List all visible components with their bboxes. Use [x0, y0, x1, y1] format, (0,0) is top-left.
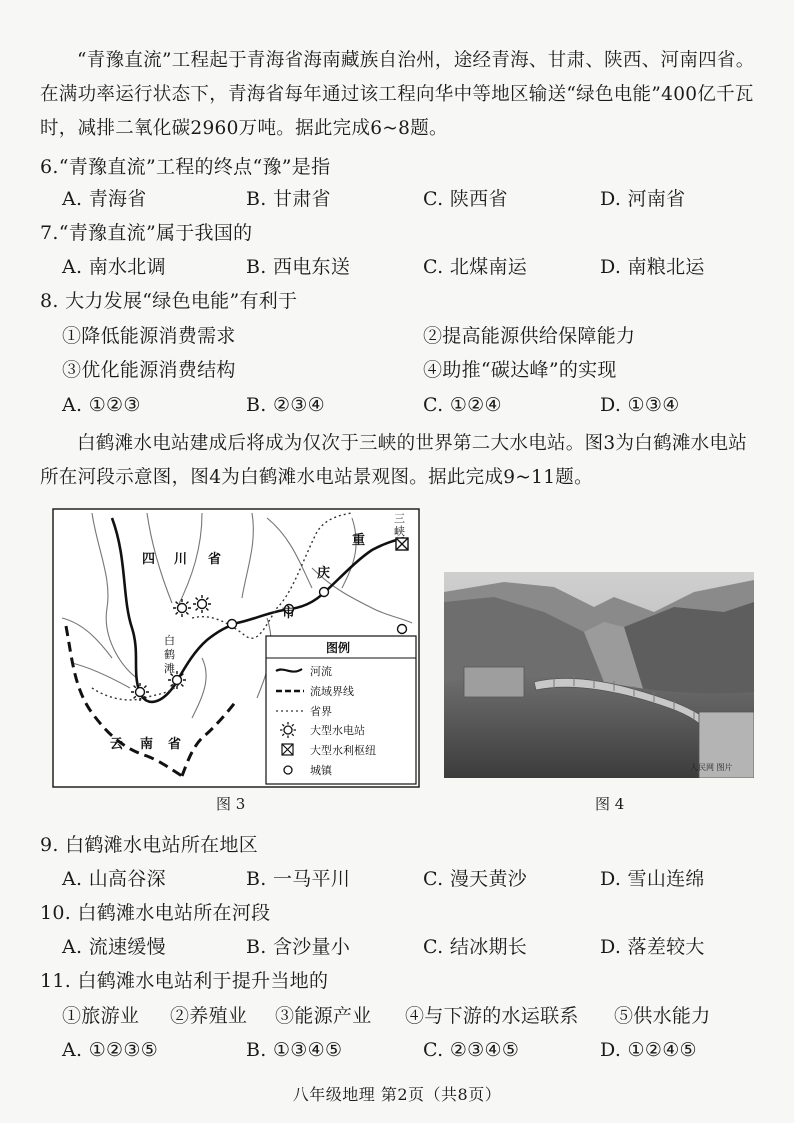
map-legend [266, 636, 416, 784]
q10-option-c[interactable]: C. 结冰期长 [423, 936, 528, 958]
figure-4-photo [444, 572, 754, 778]
photo-watermark: 人民网 图片 [690, 763, 733, 772]
q6-option-d[interactable]: D. 河南省 [600, 188, 686, 210]
legend-item-hydropower: 大型水电站 [310, 724, 365, 737]
q11-item-1: ①旅游业 [62, 1005, 140, 1027]
legend-item-hub: 大型水利枢纽 [310, 744, 376, 757]
three-gorges-hub-icon [396, 538, 408, 550]
question-6-stem: 6.“青豫直流”工程的终点“豫”是指 [40, 156, 331, 178]
label-baihetan-2: 鹤 [164, 648, 175, 661]
label-chongqing-1: 重 [352, 533, 366, 548]
legend-title: 图例 [326, 641, 351, 655]
q6-option-b[interactable]: B. 甘肃省 [246, 188, 331, 210]
label-chongqing-3: 市 [282, 606, 296, 621]
q9-option-d[interactable]: D. 雪山连绵 [600, 868, 705, 890]
q8-option-a[interactable]: A. ①②③ [62, 394, 141, 416]
label-yunnan-2: 南 [140, 737, 154, 752]
label-baihetan-1: 白 [164, 634, 175, 647]
legend-hub-icon [282, 744, 293, 755]
legend-town-icon [284, 766, 292, 774]
label-sichuan-1: 四 [142, 552, 156, 567]
q6-option-c[interactable]: C. 陕西省 [423, 188, 508, 210]
question-7-stem: 7.“青豫直流”属于我国的 [40, 222, 253, 244]
page-footer: 八年级地理 第2页（共8页） [292, 1085, 502, 1104]
q8-option-b[interactable]: B. ②③④ [246, 394, 325, 416]
legend-hydropower-icon [280, 722, 296, 738]
q11-item-3: ③能源产业 [275, 1005, 372, 1027]
label-yunnan-3: 省 [168, 737, 182, 752]
question-9-stem: 9. 白鹤滩水电站所在地区 [40, 834, 259, 856]
q9-option-c[interactable]: C. 漫天黄沙 [423, 868, 528, 890]
legend-item-town: 城镇 [310, 764, 332, 777]
q11-option-b[interactable]: B. ①③④⑤ [246, 1039, 343, 1061]
q7-option-d[interactable]: D. 南粮北运 [600, 256, 705, 278]
label-chongqing-2: 庆 [317, 566, 331, 581]
q8-option-d[interactable]: D. ①③④ [600, 394, 680, 416]
q9-option-b[interactable]: B. 一马平川 [246, 868, 351, 890]
q11-item-4: ④与下游的水运联系 [405, 1005, 579, 1027]
q8-item-2: ②提高能源供给保障能力 [423, 325, 636, 347]
label-baihetan-3: 滩 [164, 662, 175, 675]
q10-option-d[interactable]: D. 落差较大 [600, 936, 705, 958]
figure-3-caption: 图 3 [216, 795, 246, 813]
q10-option-b[interactable]: B. 含沙量小 [246, 936, 351, 958]
q11-option-c[interactable]: C. ②③④⑤ [423, 1039, 520, 1061]
legend-item-basin: 流域界线 [310, 685, 354, 698]
q11-item-2: ②养殖业 [170, 1005, 248, 1027]
legend-item-river: 河流 [310, 665, 332, 678]
figure-3-map [52, 508, 420, 788]
q11-option-d[interactable]: D. ①②④⑤ [600, 1039, 697, 1061]
label-yunnan-1: 云 [110, 737, 124, 752]
question-8-stem: 8. 大力发展“绿色电能”有利于 [40, 290, 298, 312]
intro-paragraph-1: “青豫直流”工程起于青海省海南藏族自治州，途经青海、甘肃、陕西、河南四省。在满功率运行状态下，青海省每年通过该工程向华中等地区输送“绿色电能”400亿千瓦时，减排二氧化碳2960万吨。据此完成6~8题。 [40, 50, 755, 139]
q11-option-a[interactable]: A. ①②③⑤ [62, 1039, 159, 1061]
q9-option-a[interactable]: A. 山高谷深 [62, 868, 166, 890]
intro-paragraph-2: 白鹤滩水电站建成后将成为仅次于三峡的世界第二大水电站。图3为白鹤滩水电站所在河段示意图，图4为白鹤滩水电站景观图。据此完成9~11题。 [40, 433, 748, 488]
label-sanxia-1: 三 [394, 512, 405, 525]
q7-option-c[interactable]: C. 北煤南运 [423, 256, 528, 278]
q7-option-a[interactable]: A. 南水北调 [62, 256, 166, 278]
figure-4-caption: 图 4 [595, 795, 625, 813]
q8-item-4: ④助推“碳达峰”的实现 [423, 359, 617, 381]
q8-item-3: ③优化能源消费结构 [62, 359, 236, 381]
legend-item-province: 省界 [310, 705, 332, 718]
question-10-stem: 10. 白鹤滩水电站所在河段 [40, 902, 271, 924]
label-sichuan-2: 川 [174, 552, 188, 567]
q6-option-a[interactable]: A. 青海省 [62, 188, 147, 210]
q8-option-c[interactable]: C. ①②④ [423, 394, 502, 416]
q8-item-1: ①降低能源消费需求 [62, 325, 236, 347]
q11-item-5: ⑤供水能力 [614, 1005, 711, 1027]
label-sichuan-3: 省 [208, 552, 222, 567]
q7-option-b[interactable]: B. 西电东送 [246, 256, 351, 278]
question-11-stem: 11. 白鹤滩水电站利于提升当地的 [40, 970, 329, 992]
label-sanxia-2: 峡 [394, 525, 405, 538]
q10-option-a[interactable]: A. 流速缓慢 [62, 936, 166, 958]
